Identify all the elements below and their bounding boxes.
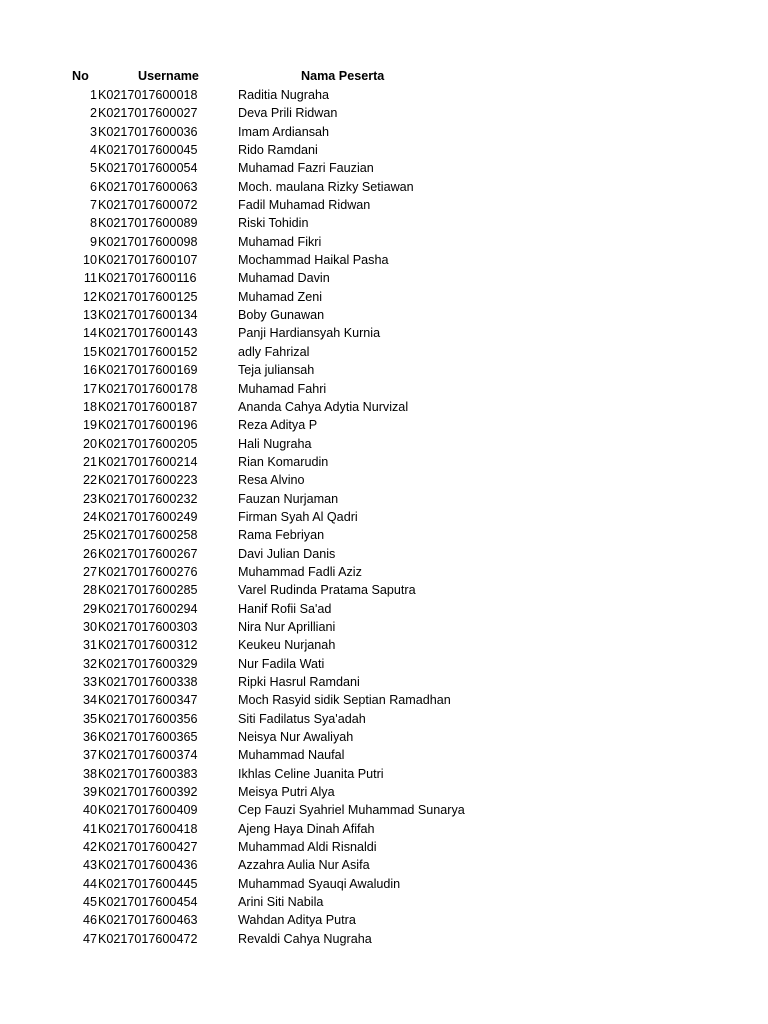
cell-nama-peserta: Fadil Muhamad Ridwan [238,198,371,213]
cell-no: 19 [82,418,97,433]
cell-nama-peserta: Raditia Nugraha [238,88,330,102]
table-row [0,104,768,122]
cell-nama-peserta: Fauzan Nurjaman [238,491,339,506]
cell-no: 40 [82,803,97,818]
cell-no: 11 [83,271,97,286]
table-header-row [0,67,768,86]
cell-username: K0217017600285 [98,583,198,598]
table-row [0,930,768,948]
cell-username: K0217017600356 [98,711,198,726]
cell-username: K0217017600409 [98,803,198,818]
cell-username: K0217017600258 [98,528,198,543]
table-row [0,324,768,342]
cell-username: K0217017600223 [98,473,198,488]
table-row [0,453,768,471]
table-row [0,636,768,654]
cell-nama-peserta: Panji Hardiansyah Kurnia [238,326,381,341]
table-row [0,343,768,361]
cell-nama-peserta: Muhamad Fazri Fauzian [238,161,374,176]
cell-nama-peserta: Moch. maulana Rizky Setiawan [238,179,414,194]
header-username: Username [138,69,199,83]
cell-username: K0217017600303 [98,619,198,634]
cell-no: 22 [82,473,97,488]
cell-username: K0217017600312 [98,638,198,653]
cell-no: 39 [82,785,97,800]
cell-nama-peserta: Muhammad Naufal [238,748,345,763]
table-row [0,123,768,141]
cell-nama-peserta: adly Fahrizal [238,344,310,359]
cell-no: 9 [89,234,97,249]
cell-no: 16 [82,363,97,378]
cell-username: K0217017600089 [98,216,198,231]
cell-username: K0217017600152 [98,344,198,359]
table-row [0,801,768,819]
cell-username: K0217017600392 [98,785,198,800]
cell-username: K0217017600418 [98,821,198,836]
cell-username: K0217017600365 [98,730,198,745]
table-row [0,581,768,599]
cell-username: K0217017600329 [98,656,198,671]
cell-nama-peserta: Riski Tohidin [238,216,309,231]
cell-no: 46 [82,913,97,928]
cell-no: 13 [82,308,97,323]
cell-no: 37 [82,748,97,763]
table-row [0,746,768,764]
cell-nama-peserta: Muhammad Aldi Risnaldi [238,840,377,855]
cell-username: K0217017600054 [98,161,198,176]
table-row [0,526,768,544]
table-row [0,545,768,563]
cell-no: 12 [82,289,97,304]
cell-nama-peserta: Imam Ardiansah [238,124,329,139]
table-row [0,269,768,287]
cell-username: K0217017600436 [98,858,198,873]
cell-no: 7 [89,198,97,213]
cell-username: K0217017600383 [98,766,198,781]
cell-no: 6 [89,179,97,194]
cell-nama-peserta: Deva Prili Ridwan [238,106,338,121]
cell-nama-peserta: Meisya Putri Alya [238,785,335,800]
table-row [0,86,768,104]
cell-username: K0217017600107 [98,253,198,268]
cell-username: K0217017600472 [98,931,198,946]
cell-no: 34 [82,693,97,708]
cell-nama-peserta: Reza Aditya P [238,418,318,433]
cell-no: 33 [82,675,97,689]
table-row [0,673,768,691]
cell-nama-peserta: Muhammad Syauqi Awaludin [238,876,401,891]
cell-no: 20 [82,436,97,451]
cell-nama-peserta: Muhamad Fikri [238,234,322,249]
cell-no: 32 [82,656,97,671]
table-row [0,728,768,746]
cell-username: K0217017600347 [98,693,198,708]
cell-no: 44 [82,876,97,891]
cell-no: 5 [89,161,97,176]
cell-no: 36 [82,730,97,745]
cell-username: K0217017600232 [98,491,198,506]
cell-username: K0217017600427 [98,840,198,855]
cell-nama-peserta: Moch Rasyid sidik Septian Ramadhan [238,693,451,708]
cell-username: K0217017600214 [98,454,198,469]
cell-no: 23 [82,491,97,506]
cell-username: K0217017600018 [98,88,198,102]
table-row [0,508,768,526]
table-row [0,600,768,618]
table-row [0,361,768,379]
cell-nama-peserta: Ananda Cahya Adytia Nurvizal [238,399,409,414]
table-row [0,471,768,489]
cell-username: K0217017600445 [98,876,198,891]
cell-no: 43 [82,858,97,873]
cell-username: K0217017600276 [98,564,198,579]
cell-no: 2 [89,106,97,121]
cell-nama-peserta: Hali Nugraha [238,436,312,451]
table-row [0,380,768,398]
cell-no: 17 [82,381,97,396]
cell-nama-peserta: Nur Fadila Wati [238,656,325,671]
table-row [0,655,768,673]
cell-username: K0217017600063 [98,179,198,194]
cell-no: 41 [82,821,97,836]
cell-username: K0217017600454 [98,895,198,910]
cell-nama-peserta: Teja juliansah [238,363,315,378]
cell-no: 4 [89,143,97,158]
cell-no: 25 [82,528,97,543]
cell-nama-peserta: Muhammad Fadli Aziz [238,564,362,579]
cell-username: K0217017600463 [98,913,198,928]
cell-nama-peserta: Ripki Hasrul Ramdani [238,675,360,689]
table-row [0,783,768,801]
cell-nama-peserta: Azzahra Aulia Nur Asifa [238,858,370,873]
cell-username: K0217017600205 [98,436,198,451]
cell-nama-peserta: Rian Komarudin [238,454,329,469]
cell-username: K0217017600169 [98,363,198,378]
cell-username: K0217017600196 [98,418,198,433]
table-body [0,86,768,948]
header-nama-peserta: Nama Peserta [301,69,385,83]
cell-username: K0217017600116 [98,271,197,286]
cell-nama-peserta: Varel Rudinda Pratama Saputra [238,583,416,598]
cell-nama-peserta: Revaldi Cahya Nugraha [238,931,372,946]
table-row [0,710,768,728]
cell-username: K0217017600187 [98,399,198,414]
cell-username: K0217017600072 [98,198,198,213]
cell-nama-peserta: Boby Gunawan [238,308,325,323]
cell-nama-peserta: Davi Julian Danis [238,546,336,561]
cell-nama-peserta: Nira Nur Aprilliani [238,619,336,634]
cell-nama-peserta: Cep Fauzi Syahriel Muhammad Sunarya [238,803,465,818]
table-row [0,288,768,306]
cell-no: 38 [82,766,97,781]
cell-username: K0217017600143 [98,326,198,341]
cell-nama-peserta: Siti Fadilatus Sya'adah [238,711,366,726]
cell-nama-peserta: Hanif Rofii Sa'ad [238,601,332,616]
cell-no: 21 [82,454,97,469]
cell-username: K0217017600027 [98,106,198,121]
cell-username: K0217017600294 [98,601,198,616]
cell-no: 24 [82,509,97,524]
table-row [0,911,768,929]
table-row [0,820,768,838]
cell-no: 45 [82,895,97,910]
cell-nama-peserta: Muhamad Davin [238,271,330,286]
cell-nama-peserta: Arini Siti Nabila [238,895,324,910]
table-row [0,196,768,214]
table-row [0,691,768,709]
cell-no: 1 [89,88,97,102]
cell-nama-peserta: Wahdan Aditya Putra [238,913,356,928]
table-row [0,563,768,581]
cell-nama-peserta: Neisya Nur Awaliyah [238,730,354,745]
cell-no: 30 [82,619,97,634]
cell-nama-peserta: Ajeng Haya Dinah Afifah [238,821,375,836]
cell-no: 28 [82,583,97,598]
table-row [0,765,768,783]
cell-username: K0217017600178 [98,381,198,396]
cell-nama-peserta: Rama Febriyan [238,528,325,543]
cell-nama-peserta: Resa Alvino [238,473,305,488]
cell-username: K0217017600098 [98,234,198,249]
table-row [0,159,768,177]
cell-username: K0217017600045 [98,143,198,158]
cell-no: 10 [82,253,97,268]
cell-nama-peserta: Keukeu Nurjanah [238,638,336,653]
cell-no: 26 [82,546,97,561]
table-row [0,141,768,159]
table-row [0,435,768,453]
cell-username: K0217017600036 [98,124,198,139]
cell-no: 29 [82,601,97,616]
cell-username: K0217017600374 [98,748,198,763]
participant-table [0,67,768,948]
cell-username: K0217017600338 [98,675,198,689]
cell-nama-peserta: Muhamad Fahri [238,381,327,396]
table-row [0,251,768,269]
cell-nama-peserta: Muhamad Zeni [238,289,322,304]
table-row [0,856,768,874]
cell-username: K0217017600134 [98,308,198,323]
table-row [0,306,768,324]
table-row [0,214,768,232]
cell-no: 42 [82,840,97,855]
cell-no: 31 [82,638,97,653]
table-row [0,875,768,893]
cell-no: 3 [89,124,97,139]
cell-nama-peserta: Rido Ramdani [238,143,318,158]
table-row [0,398,768,416]
table-row [0,178,768,196]
cell-no: 18 [82,399,97,414]
table-row [0,618,768,636]
cell-nama-peserta: Ikhlas Celine Juanita Putri [238,766,384,781]
cell-nama-peserta: Mochammad Haikal Pasha [238,253,389,268]
table-row [0,893,768,911]
cell-no: 8 [89,216,97,231]
cell-no: 35 [82,711,97,726]
cell-username: K0217017600267 [98,546,198,561]
table-row [0,838,768,856]
cell-username: K0217017600249 [98,509,198,524]
cell-no: 15 [82,344,97,359]
cell-no: 47 [82,931,97,946]
header-no: No [72,69,89,83]
cell-nama-peserta: Firman Syah Al Qadri [238,509,358,524]
cell-no: 27 [82,564,97,579]
table-row [0,490,768,508]
table-row [0,416,768,434]
table-row [0,233,768,251]
cell-username: K0217017600125 [98,289,198,304]
cell-no: 14 [82,326,97,341]
